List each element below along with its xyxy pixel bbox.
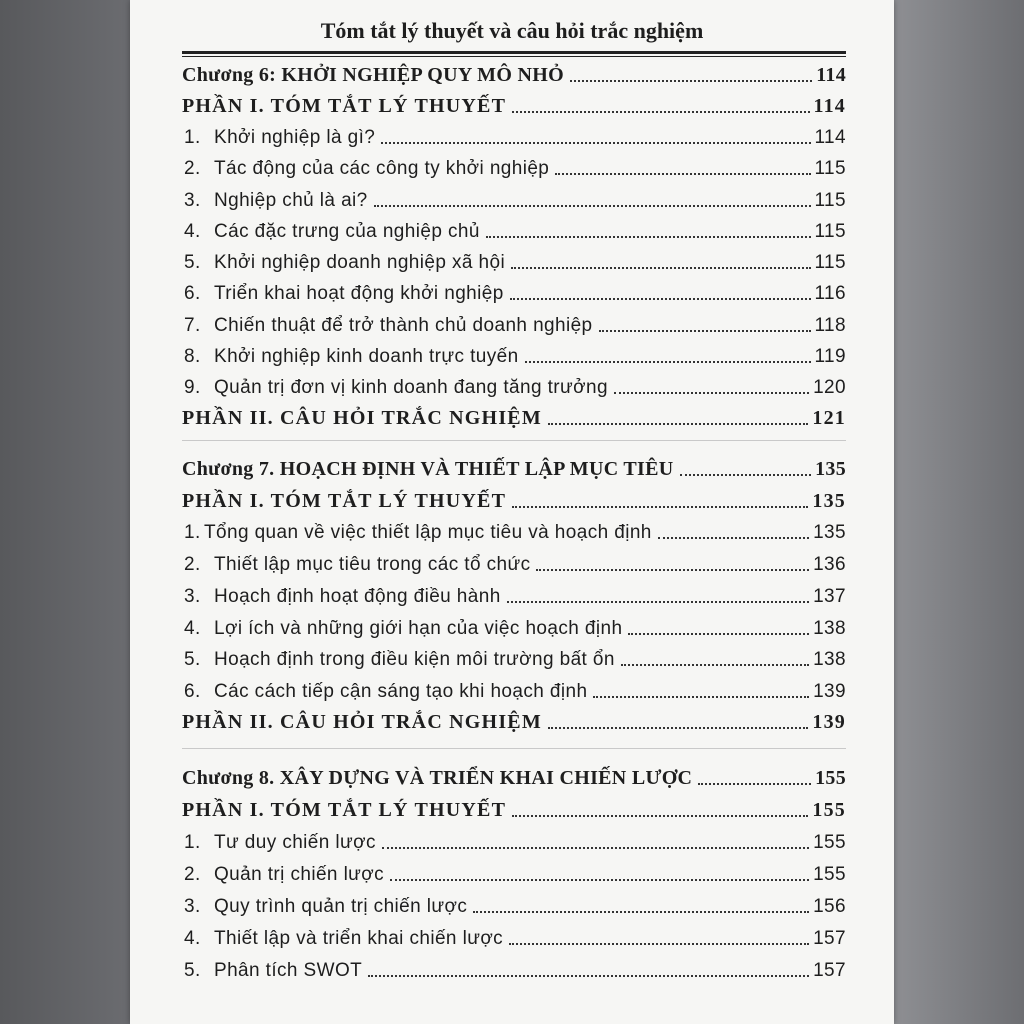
toc-entry-label bbox=[184, 158, 549, 180]
toc-entry-text: Phân tích SWOT bbox=[214, 960, 363, 981]
toc-dot-leader bbox=[698, 782, 811, 785]
toc-page-number: 137 bbox=[813, 586, 846, 607]
toc-section-entry bbox=[184, 123, 846, 149]
toc-dot-leader bbox=[473, 910, 809, 913]
toc-entry-number: 4. bbox=[184, 928, 201, 949]
toc-dot-leader bbox=[507, 600, 809, 603]
toc-page-number: 155 bbox=[815, 767, 846, 789]
toc-page-number: 138 bbox=[813, 618, 846, 639]
toc-entry-label bbox=[184, 896, 467, 918]
book-page bbox=[130, 0, 894, 1024]
toc-section-entry bbox=[184, 956, 846, 982]
toc-section-entry bbox=[184, 828, 846, 854]
toc-entry-text: Thiết lập mục tiêu trong các tổ chức bbox=[214, 554, 531, 575]
toc-page-number: 115 bbox=[814, 158, 846, 179]
toc-dot-leader bbox=[680, 473, 812, 476]
toc-entry-number: 8. bbox=[184, 346, 201, 367]
toc-section-entry bbox=[184, 582, 846, 608]
toc-page-number: 155 bbox=[813, 832, 846, 853]
toc-entry-label bbox=[184, 649, 615, 671]
toc-entry-number: 7. bbox=[184, 315, 201, 336]
toc-entry-text: Hoạch định hoạt động điều hành bbox=[214, 586, 501, 607]
toc-entry-label bbox=[184, 283, 504, 305]
background-right bbox=[894, 0, 1024, 1024]
toc-dot-leader bbox=[512, 505, 808, 508]
toc-page-number: 114 bbox=[814, 127, 846, 148]
toc-entry-number: 6. bbox=[184, 283, 201, 304]
toc-part-entry bbox=[182, 92, 846, 118]
toc-entry-text: Tác động của các công ty khởi nghiệp bbox=[214, 158, 550, 179]
toc-section-entry bbox=[184, 677, 846, 703]
toc-entry-text: PHẦN I. TÓM TẮT LÝ THUYẾT bbox=[182, 95, 507, 117]
toc-entry-label bbox=[184, 960, 362, 982]
toc-dot-leader bbox=[536, 568, 809, 571]
toc-entry-text: Tư duy chiến lược bbox=[214, 832, 376, 853]
toc-entry-number: 5. bbox=[184, 649, 201, 670]
toc-entry-label bbox=[184, 586, 501, 608]
toc-section-entry bbox=[184, 279, 846, 305]
toc-entry-number: 1. bbox=[184, 522, 201, 543]
toc-entry-text: Các cách tiếp cận sáng tạo khi hoạch định bbox=[214, 681, 588, 702]
toc-section-entry bbox=[184, 373, 846, 399]
toc-entry-number: 4. bbox=[184, 618, 201, 639]
toc-entry-label bbox=[184, 554, 530, 576]
toc-entry-label bbox=[184, 221, 480, 243]
toc-entry-number: 9. bbox=[184, 377, 201, 398]
toc-dot-leader bbox=[512, 110, 809, 113]
toc-entry-text: Nghiệp chủ là ai? bbox=[214, 190, 368, 211]
toc-page-number: 115 bbox=[814, 221, 846, 242]
toc-entry-text: Quản trị đơn vị kinh doanh đang tăng trưởng bbox=[214, 377, 608, 398]
toc-dot-leader bbox=[486, 235, 811, 238]
toc-entry-text: Triển khai hoạt động khởi nghiệp bbox=[214, 283, 504, 304]
toc-entry-text: Chương 8. XÂY DỰNG VÀ TRIỂN KHAI CHIẾN LƯỢC bbox=[182, 767, 693, 789]
toc-entry-label bbox=[184, 315, 593, 337]
toc-entry-label bbox=[184, 377, 608, 399]
toc-dot-leader bbox=[614, 391, 809, 394]
toc-entry-label bbox=[184, 864, 384, 886]
toc-entry-label bbox=[182, 490, 506, 513]
toc-entry-text: Khởi nghiệp doanh nghiệp xã hội bbox=[214, 252, 506, 273]
toc-page-number: 136 bbox=[813, 554, 846, 575]
toc-section-entry bbox=[184, 518, 846, 544]
toc-entry-text: Quy trình quản trị chiến lược bbox=[214, 896, 468, 917]
toc-entry-number: 1. bbox=[184, 832, 201, 853]
toc-section-entry bbox=[184, 311, 846, 337]
toc-dot-leader bbox=[570, 79, 812, 82]
toc-page-number: 116 bbox=[814, 283, 846, 304]
toc-entry-text: Quản trị chiến lược bbox=[214, 864, 385, 885]
toc-dot-leader bbox=[628, 632, 809, 635]
toc-section-entry bbox=[184, 645, 846, 671]
toc-dot-leader bbox=[511, 266, 810, 269]
toc-page-number: 155 bbox=[812, 799, 846, 821]
toc-page-number: 118 bbox=[814, 315, 846, 336]
toc-dot-leader bbox=[658, 536, 809, 539]
toc-page-number: 114 bbox=[816, 64, 846, 86]
toc-entry-label bbox=[184, 252, 505, 274]
toc-entry-text: Tổng quan về việc thiết lập mục tiêu và hoạch định bbox=[204, 522, 652, 543]
toc-dot-leader bbox=[599, 329, 811, 332]
toc-entry-number: 1. bbox=[184, 127, 201, 148]
toc-section-entry bbox=[184, 342, 846, 368]
toc-page-number: 135 bbox=[813, 522, 846, 543]
toc-entry-label bbox=[184, 522, 652, 544]
toc-entry-label bbox=[182, 799, 506, 822]
toc-page-number: 135 bbox=[812, 490, 846, 512]
toc-section-entry bbox=[184, 154, 846, 180]
toc-entry-number: 3. bbox=[184, 190, 201, 211]
toc-section-entry bbox=[184, 892, 846, 918]
toc-entry-label bbox=[184, 190, 368, 212]
toc-page-number: 155 bbox=[813, 864, 846, 885]
toc-section-entry bbox=[184, 550, 846, 576]
toc-dot-leader bbox=[510, 297, 811, 300]
toc-section-entry bbox=[184, 614, 846, 640]
toc-part-entry bbox=[182, 708, 846, 734]
toc-part-entry bbox=[182, 796, 846, 822]
toc-entry-label bbox=[182, 64, 564, 87]
toc-entry-number: 6. bbox=[184, 681, 201, 702]
toc-entry-label bbox=[182, 95, 506, 118]
toc-dot-leader bbox=[525, 360, 811, 363]
toc-entry-label bbox=[182, 767, 692, 790]
toc-entry-number: 5. bbox=[184, 960, 201, 981]
toc-page-number: 156 bbox=[813, 896, 846, 917]
toc-section-entry bbox=[184, 924, 846, 950]
toc-entry-text: Chương 6: KHỞI NGHIỆP QUY MÔ NHỎ bbox=[182, 64, 564, 86]
toc-entry-text: PHẦN I. TÓM TẮT LÝ THUYẾT bbox=[182, 799, 507, 821]
toc-entry-label bbox=[182, 711, 542, 734]
toc-part-entry bbox=[182, 404, 846, 430]
toc-dot-leader bbox=[512, 814, 808, 817]
toc-section-entry bbox=[184, 217, 846, 243]
toc-page-number: 157 bbox=[813, 960, 846, 981]
toc-dot-leader bbox=[381, 141, 810, 144]
toc-dot-leader bbox=[390, 878, 809, 881]
toc-page-number: 119 bbox=[814, 346, 846, 367]
toc-entry-number: 3. bbox=[184, 586, 201, 607]
toc-entry-text: Lợi ích và những giới hạn của việc hoạch định bbox=[214, 618, 623, 639]
toc-section-entry bbox=[184, 860, 846, 886]
background-left bbox=[0, 0, 130, 1024]
toc-entry-text: Hoạch định trong điều kiện môi trường bất ổn bbox=[214, 649, 615, 670]
toc-page-number: 114 bbox=[813, 95, 846, 117]
toc-dot-leader bbox=[509, 942, 809, 945]
toc-page-number: 139 bbox=[813, 681, 846, 702]
toc-entry-text: PHẦN II. CÂU HỎI TRẮC NGHIỆM bbox=[182, 407, 542, 429]
toc-entry-label bbox=[184, 928, 503, 950]
toc-entry-number: 5. bbox=[184, 252, 201, 273]
toc-entry-text: Chương 7. HOẠCH ĐỊNH VÀ THIẾT LẬP MỤC TIÊU bbox=[182, 458, 674, 480]
toc-dot-leader bbox=[548, 422, 808, 425]
toc-dot-leader bbox=[621, 663, 809, 666]
toc-entry-text: Các đặc trưng của nghiệp chủ bbox=[214, 221, 480, 242]
toc-chapter-entry bbox=[182, 61, 846, 87]
toc-entry-text: Khởi nghiệp kinh doanh trực tuyến bbox=[214, 346, 519, 367]
toc-page-number: 139 bbox=[812, 711, 846, 733]
toc-entry-label bbox=[182, 458, 674, 481]
toc-entry-number: 3. bbox=[184, 896, 201, 917]
toc-part-entry bbox=[182, 487, 846, 513]
toc-entry-text: Thiết lập và triển khai chiến lược bbox=[214, 928, 504, 949]
toc-page-number: 157 bbox=[813, 928, 846, 949]
toc-page-number: 115 bbox=[814, 190, 846, 211]
toc-page-number: 115 bbox=[814, 252, 846, 273]
toc-entry-label bbox=[184, 346, 519, 368]
toc-entry-text: PHẦN I. TÓM TẮT LÝ THUYẾT bbox=[182, 490, 507, 512]
toc-dot-leader bbox=[382, 846, 809, 849]
toc-entry-text: PHẦN II. CÂU HỎI TRẮC NGHIỆM bbox=[182, 711, 542, 733]
toc-entry-number: 4. bbox=[184, 221, 201, 242]
toc-section-entry bbox=[184, 248, 846, 274]
toc-entry-label bbox=[184, 832, 376, 854]
toc-chapter-entry bbox=[182, 455, 846, 481]
toc-dot-leader bbox=[548, 726, 808, 729]
section-divider bbox=[182, 440, 846, 441]
toc-dot-leader bbox=[374, 204, 811, 207]
toc-entry-number: 2. bbox=[184, 864, 201, 885]
toc-page-number: 138 bbox=[813, 649, 846, 670]
toc-entry-text: Khởi nghiệp là gì? bbox=[214, 127, 376, 148]
table-of-contents bbox=[130, 0, 894, 1024]
toc-entry-label bbox=[184, 618, 622, 640]
toc-entry-label bbox=[184, 681, 587, 703]
toc-entry-label bbox=[184, 127, 375, 149]
toc-chapter-entry bbox=[182, 764, 846, 790]
toc-page-number: 120 bbox=[813, 377, 846, 398]
toc-dot-leader bbox=[555, 172, 810, 175]
toc-entry-label bbox=[182, 407, 542, 430]
toc-entry-text: Chiến thuật để trở thành chủ doanh nghiệp bbox=[214, 315, 593, 336]
toc-entry-number: 2. bbox=[184, 554, 201, 575]
toc-page-number: 135 bbox=[815, 458, 846, 480]
toc-dot-leader bbox=[593, 695, 809, 698]
section-divider bbox=[182, 748, 846, 749]
toc-entry-number: 2. bbox=[184, 158, 201, 179]
toc-page-number: 121 bbox=[812, 407, 846, 429]
toc-dot-leader bbox=[368, 974, 809, 977]
page-header-title: Tóm tắt lý thuyết và câu hỏi trắc nghiệm bbox=[320, 18, 704, 43]
toc-section-entry bbox=[184, 186, 846, 212]
